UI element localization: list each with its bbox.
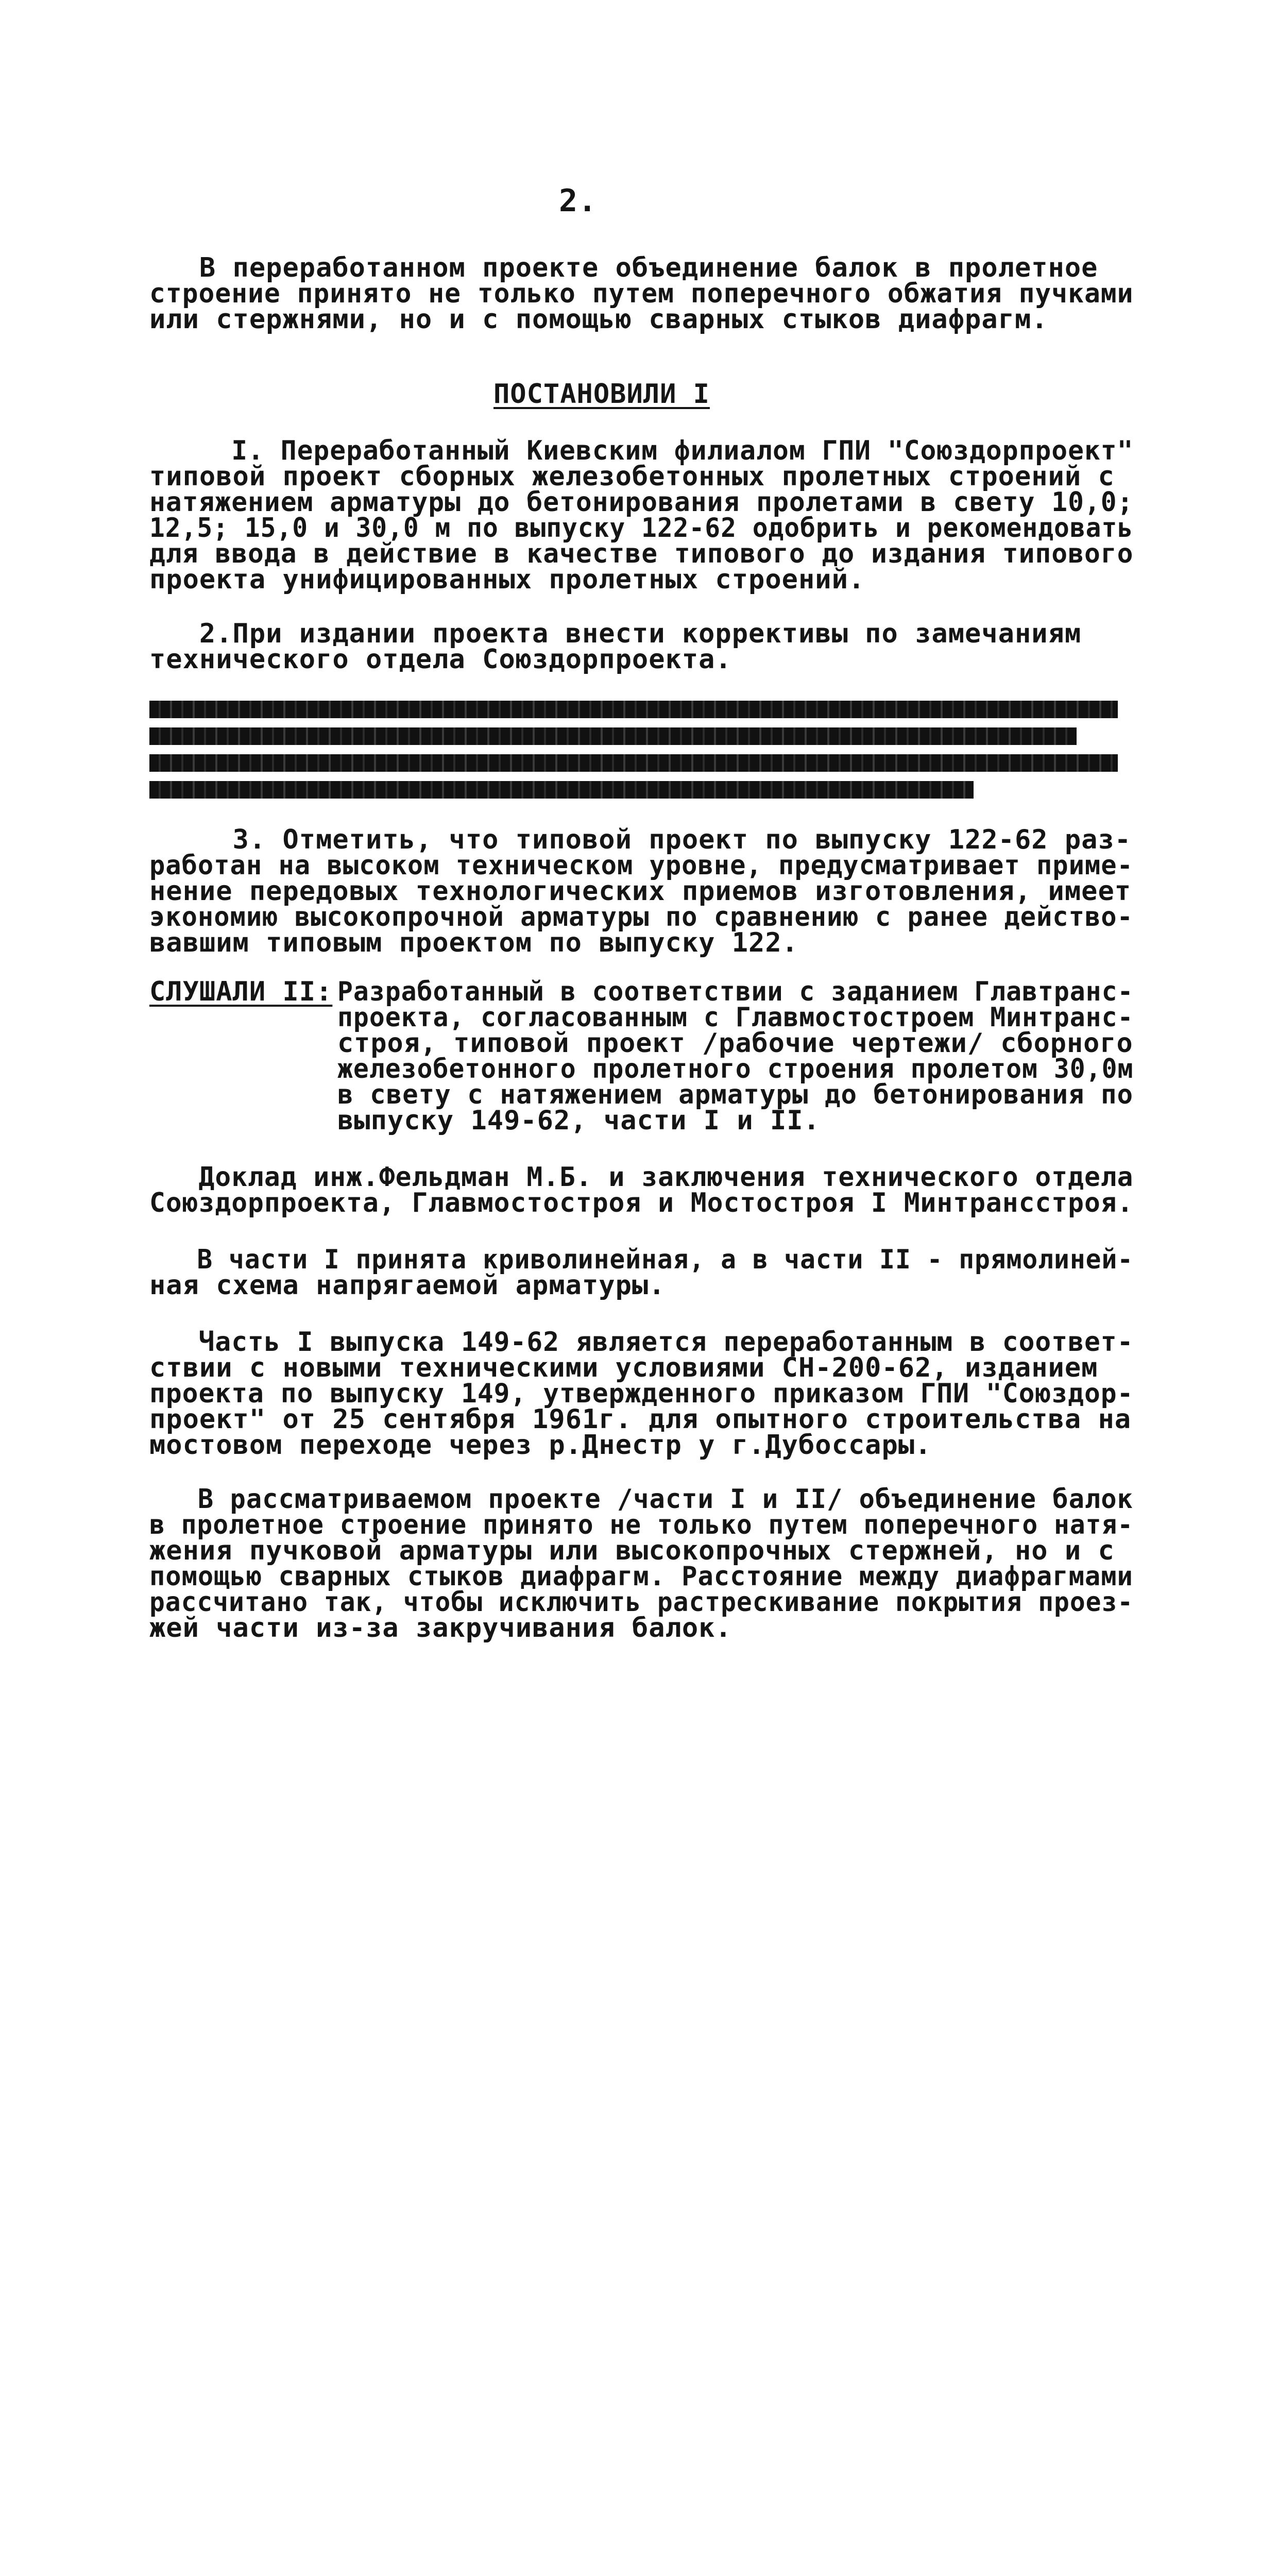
redaction-bar <box>149 727 1077 745</box>
text-line: В переработанном проекте объединение балок в пролетное <box>149 252 1098 283</box>
text-line: проекта унифицированных пролетных строений. <box>149 564 865 595</box>
text-line: в свету с натяжением арматуры до бетонирования по <box>337 1079 1134 1110</box>
text-line: Часть I выпуска 149-62 является переработанным в соответ- <box>149 1327 1134 1358</box>
text-line: экономию высокопрочной арматуры по сравнению с ранее действо- <box>149 902 1133 933</box>
text-line: жей части из-за закручивания балок. <box>149 1613 732 1643</box>
text-line: жения пучковой арматуры или высокопрочных стержней, но и с <box>149 1535 1115 1566</box>
redaction-bar <box>149 781 974 799</box>
text-line: строение принято не только путем поперечного обжатия пучками <box>149 278 1134 309</box>
text-line: Разработанный в соответствии с заданием Главтранс- <box>337 976 1134 1007</box>
text-line: типовой проект сборных железобетонных пролетных строений с <box>149 461 1115 492</box>
text-line: проекта, согласованным с Главмостостроем Минтранс- <box>337 1002 1134 1033</box>
text-line: строя, типовой проект /рабочие чертежи/ сборного <box>337 1028 1133 1059</box>
text-line: вавшим типовым проектом по выпуску 122. <box>149 927 798 958</box>
text-line: проекта по выпуску 149, утвержденного приказом ГПИ "Союздор- <box>149 1378 1134 1409</box>
text-line: рассчитано так, чтобы исключить растрескивание покрытия проез- <box>149 1587 1134 1618</box>
text-line: I. Переработанный Киевским филиалом ГПИ "Союздорпроект" <box>149 435 1134 466</box>
redaction-bar <box>149 754 1118 772</box>
text-line: ная схема напрягаемой арматуры. <box>149 1270 666 1301</box>
text-line: Союздорпроекта, Главмостостроя и Мостостроя I Минтрансстроя. <box>149 1188 1134 1218</box>
text-line: 3. Отметить, что типовой проект по выпуску 122-62 раз- <box>149 824 1132 855</box>
intro-paragraph <box>0 155 1278 335</box>
text-line: 12,5; 15,0 и 30,0 м по выпуску 122-62 одобрить и рекомендовать <box>149 513 1134 544</box>
text-line: проект" от 25 сентября 1961г. для опытного строительства на <box>149 1404 1132 1435</box>
text-line: работан на высоком техническом уровне, предусматривает приме- <box>149 850 1133 881</box>
text-line: мостовом переходе через р.Днестр у г.Дубоссары. <box>149 1430 932 1461</box>
redacted-block <box>149 701 1118 809</box>
text-line: выпуску 149-62, части I и II. <box>337 1105 820 1136</box>
section-2-label: СЛУШАЛИ II: <box>149 976 333 1007</box>
text-line: или стержнями, но и с помощью сварных стыков диафрагм. <box>149 304 1048 335</box>
text-line: железобетонного пролетного строения пролетом 30,0м <box>337 1054 1134 1084</box>
text-line: помощью сварных стыков диафрагм. Расстояние между диафрагмами <box>149 1561 1133 1592</box>
text-line: в пролетное строение принято не только путем поперечного натя- <box>149 1510 1134 1540</box>
text-line: В части I принята криволинейная, а в части II - прямолиней- <box>149 1244 1134 1275</box>
text-line: Доклад инж.Фельдман М.Б. и заключения технического отдела <box>149 1162 1134 1193</box>
redaction-bar <box>149 701 1118 718</box>
page-number: 2. <box>559 183 598 219</box>
text-line: 2.При издании проекта внести коррективы по замечаниям <box>149 618 1082 649</box>
section-heading: ПОСТАНОВИЛИ I <box>493 379 710 410</box>
final-paragraph <box>0 1484 1278 2576</box>
text-line: нение передовых технологических приемов изготовления, имеет <box>149 876 1132 907</box>
text-line: технического отдела Союздорпроекта. <box>149 644 732 675</box>
text-line: В рассматриваемом проекте /части I и II/ объединение балок <box>149 1484 1133 1515</box>
text-line: натяжением арматуры до бетонирования пролетами в свету 10,0; <box>149 487 1134 518</box>
text-line: для ввода в действие в качестве типового до издания типового <box>149 538 1134 569</box>
text-line: ствии с новыми техническими условиями СН-200-62, изданием <box>149 1352 1098 1383</box>
